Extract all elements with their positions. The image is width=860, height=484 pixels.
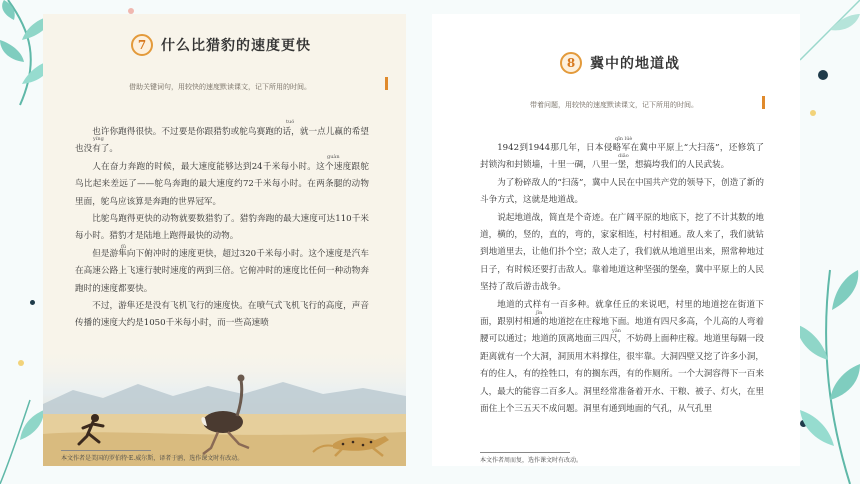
lesson-title-row	[560, 52, 680, 74]
pinyin-annotation: yǎn	[612, 328, 622, 334]
lesson-number-badge: 7	[131, 34, 153, 56]
paragraph: 1942到1944那几年，日本侵略军在冀中平原上“大扫荡”，还修筑了封锁沟和封锁墙，十里一碉，八里一堡，想搞垮我们的人民武装。	[480, 143, 764, 171]
pinyin-annotation: yíng	[93, 136, 104, 142]
footnote-divider	[480, 452, 570, 453]
leaf-decoration-bottom-left	[0, 380, 45, 484]
pinyin-annotation: qīn lüè	[615, 136, 633, 142]
left-textbook-page	[43, 14, 406, 466]
paragraph: 比鸵鸟跑得更快的动物就要数猎豹了。猎豹奔跑的最大速度可达110千米每小时。猎豹才是陆地上跑得最快的动物。	[75, 214, 369, 242]
leaf-decoration-bottom-right	[790, 250, 860, 484]
paragraph: 不过，游隼还是没有飞机飞行的速度快。在喷气式飞机飞行的高度，声音传播的速度大约是1050千米每小时，而一些高速喷	[75, 301, 369, 329]
right-textbook-page	[432, 14, 800, 466]
lesson-title: 什么比猎豹的速度更快	[161, 38, 311, 54]
running-animals-illustration	[43, 344, 406, 466]
decor-dot	[18, 360, 24, 366]
pinyin-annotation: tuó	[286, 119, 295, 125]
paragraph: 也许你跑得很快。不过要是你跟猎豹或鸵鸟赛跑的话，就一点儿赢的希望也没有了。	[75, 127, 369, 155]
guide-accent-bar	[762, 96, 765, 109]
paragraph: 但是游隼向下俯冲时的速度更快，超过320千米每小时。这个速度是汽车在高速公路上飞速行驶时速度的两到三倍。它俯冲时的速度比任何一种动物奔跑时的速度都要快。	[75, 248, 369, 294]
reading-guide: 带着问题，用较快的速度默读课文，记下所用的时间。	[530, 101, 698, 109]
pinyin-annotation: diāo	[618, 153, 629, 159]
lesson-title: 冀中的地道战	[590, 56, 680, 72]
footnote-divider	[61, 450, 151, 451]
lesson-title-row	[131, 34, 311, 56]
reading-guide: 借助关键词句，用较快的速度默读课文，记下所用的时间。	[129, 83, 311, 91]
footnote: 本文作者周而复，选作课文时有改动。	[480, 457, 583, 464]
lesson-body-text	[480, 140, 764, 448]
decor-dot	[810, 110, 816, 116]
paragraph: 人在奋力奔跑的时候，最大速度能够达到24千米每小时。这个速度跟鸵鸟比起来差远了——鸵鸟奔跑的最大速度约72千米每小时。在两条腿的动物里面，鸵鸟应该算是奔跑的世界冠军。	[75, 161, 369, 207]
pinyin-annotation: jīn	[536, 310, 543, 316]
lesson-number-badge: 8	[560, 52, 582, 74]
paragraph: 说起地道战，简直是个奇迹。在广阔平原的地底下，挖了不计其数的地道，横的，竖的，直的，弯的，家家相连，村村相通。敌人来了，我们就钻到地道里去，让他们扑个空；敌人走了，我们就从地道里出来，照常种地过日子，有时候还要打击敌人。靠着地道这种坚强的堡垒，冀中平原上的人民坚持了敌后游击战争。	[480, 212, 764, 293]
decor-dot	[818, 70, 828, 80]
pinyin-annotation: fǔ	[121, 244, 127, 250]
pinyin-annotation: guàn	[327, 154, 340, 160]
guide-accent-bar	[385, 77, 388, 90]
lesson-body-text	[75, 124, 369, 356]
footnote: 本文作者是美国的罗伯特·E.威尔斯，译者于鸥，选作课文时有改动。	[61, 455, 244, 462]
paragraph: 为了粉碎敌人的“扫荡”，冀中人民在中国共产党的领导下，创造了新的斗争方式，这就是地道战。	[480, 177, 764, 206]
paragraph: 地道的式样有一百多种。就拿任丘的来说吧，村里的地道挖在街道下面，跟别村相通的地道挖在庄稼地下面。地道有四尺多高，个儿高的人弯着腰可以通过；地道的顶离地面三四尺，不妨碍上面种庄稼。地道里每隔一段距离就有一个大洞，洞顶用木料撑住，很牢靠。大洞四壁又挖了许多小洞，有的住人，有的拴牲口，有的搁东西，有的作厕所。一个大洞容得下一百来人，最大的能容二百多人。洞里经常准备着开水、干粮、被子、灯火，在里面住上个三五天不成问题。洞里有通到地面的气孔，从气孔里	[480, 299, 764, 415]
decor-dot	[30, 300, 35, 305]
